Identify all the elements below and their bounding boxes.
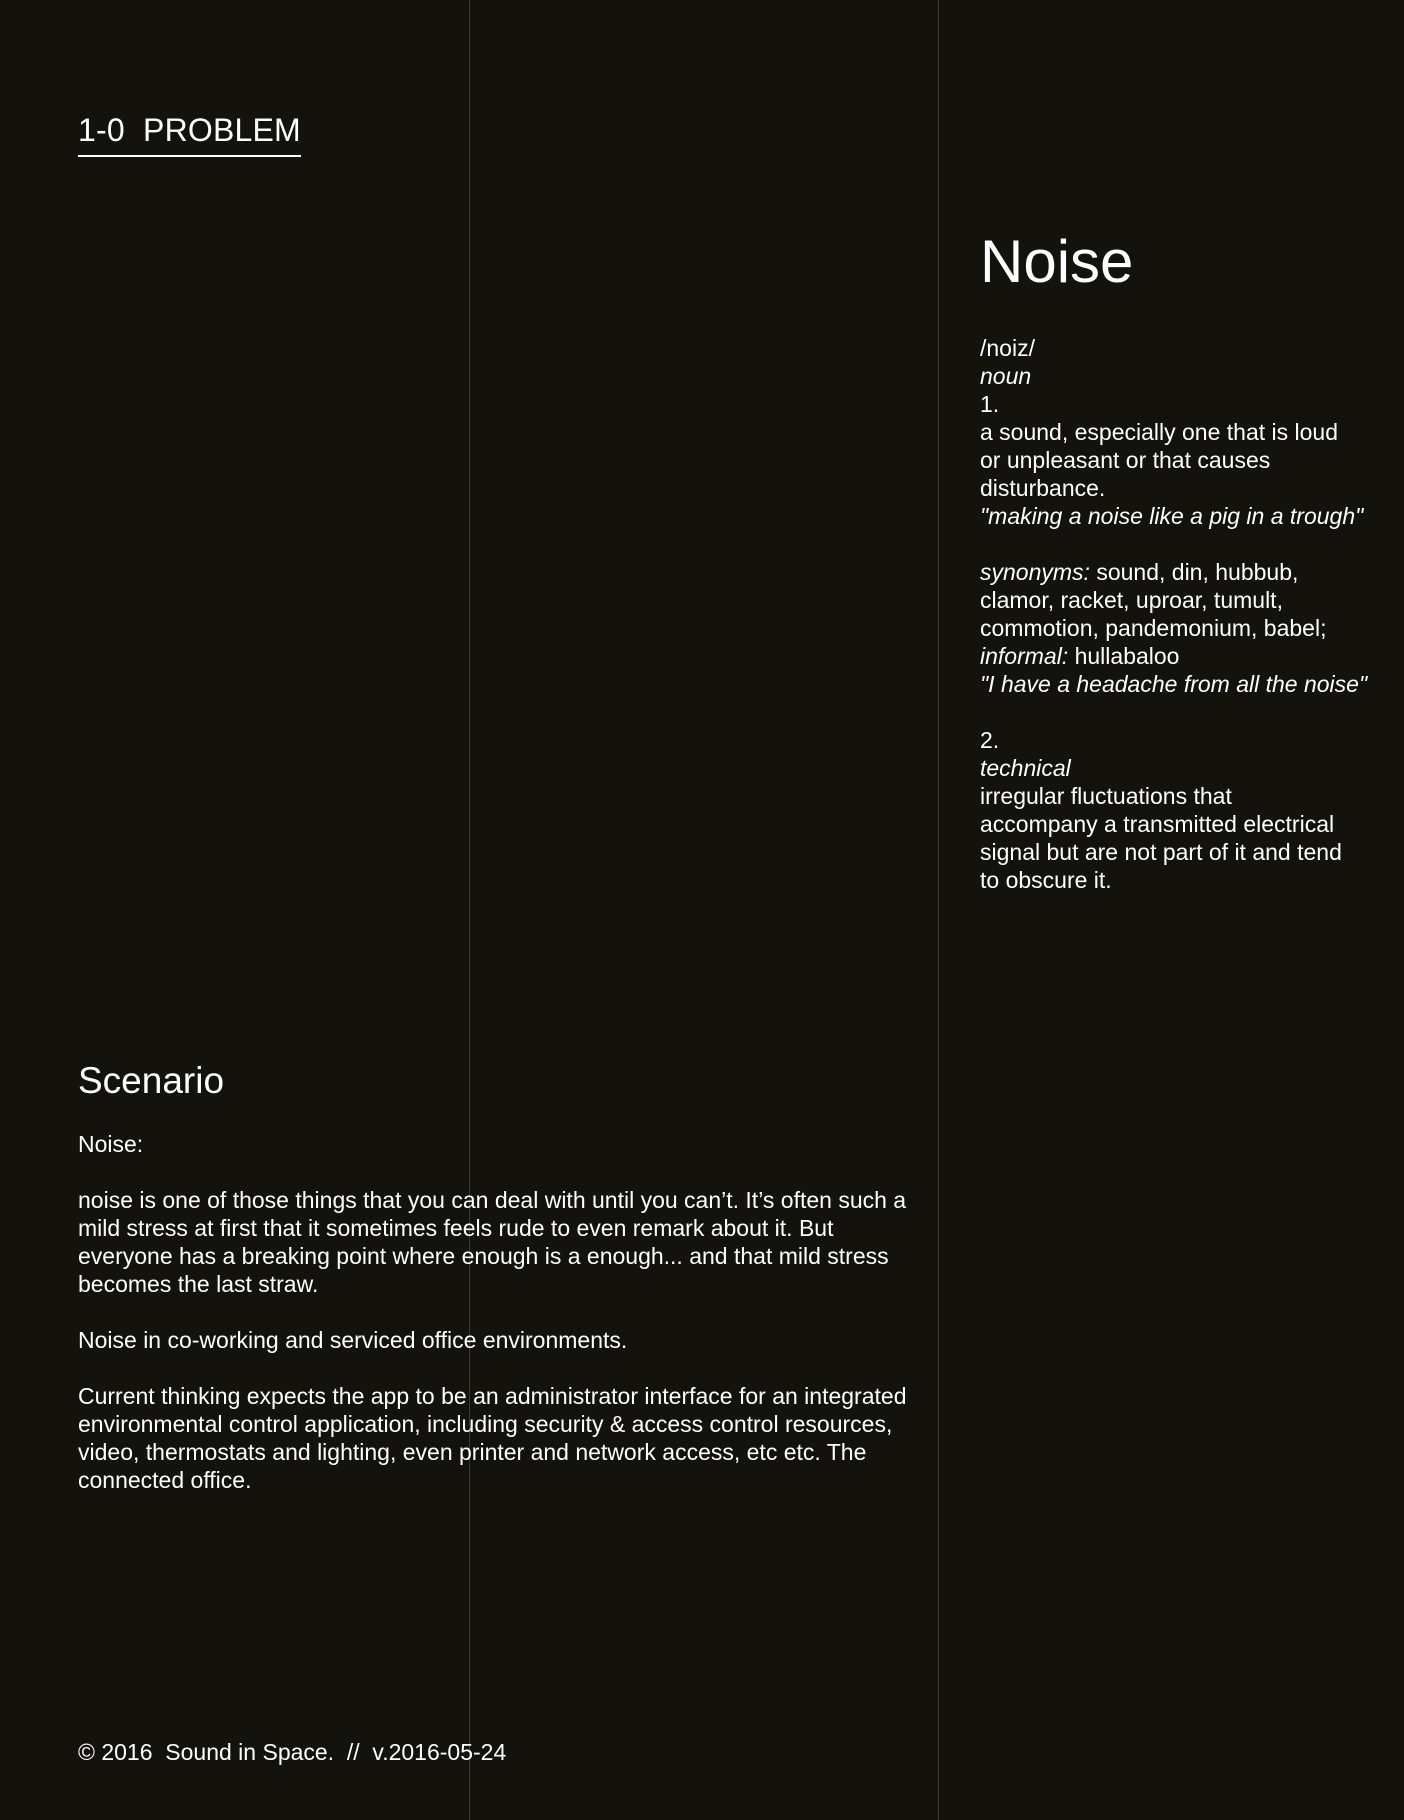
- register-label: technical: [980, 755, 1071, 781]
- sense-number: 2.: [980, 727, 1000, 753]
- part-of-speech: noun: [980, 363, 1032, 389]
- spacer: [980, 530, 1380, 558]
- informal-label: informal:: [980, 643, 1069, 669]
- usage-example: "making a noise like a pig in a trough": [980, 503, 1364, 529]
- definition-text: a sound, especially one that is loud: [980, 419, 1339, 445]
- scenario-paragraph: Noise:: [78, 1131, 144, 1157]
- informal-synonym: hullabaloo: [1068, 643, 1180, 669]
- scenario-paragraph: noise is one of those things that you can deal with until you can’t. It’s often such a mild stress at first that it sometimes feels rude to even remark about it. But everyone has a breaking point where enough is a enough... and that mild stress becomes the last straw.: [78, 1187, 907, 1297]
- scenario-paragraph: Noise in co-working and serviced office environments.: [78, 1327, 628, 1353]
- definition-text: to obscure it.: [980, 867, 1112, 893]
- definition-body: [980, 334, 1380, 894]
- section-header: 1-0 PROBLEM: [78, 112, 301, 157]
- scenario-paragraph: Current thinking expects the app to be an administrator interface for an integrated environmental control application, including security & access control resources, video, thermostats and lighting, even printer and network access, etc etc. The connected office.: [78, 1383, 907, 1493]
- definition-word: Noise: [980, 228, 1134, 295]
- definition-text: accompany a transmitted electrical: [980, 811, 1335, 837]
- definition-text: disturbance.: [980, 475, 1106, 501]
- pronunciation: /noiz/: [980, 335, 1035, 361]
- sense-number: 1.: [980, 391, 1000, 417]
- synonyms-list: clamor, racket, uproar, tumult,: [980, 587, 1283, 613]
- definition-text: signal but are not part of it and tend: [980, 839, 1342, 865]
- definition-text: irregular fluctuations that: [980, 783, 1232, 809]
- scenario-body: [78, 1130, 918, 1494]
- spacer: [980, 698, 1380, 726]
- scenario-title: Scenario: [78, 1060, 225, 1101]
- scenario-section: [78, 1058, 918, 1522]
- column-guide-line: [938, 0, 939, 1820]
- definition-text: or unpleasant or that causes: [980, 447, 1271, 473]
- dictionary-definition: [980, 226, 1380, 894]
- footer-copyright: © 2016 Sound in Space. // v.2016-05-24: [78, 1739, 507, 1765]
- column-guide-line: [469, 0, 470, 1820]
- synonyms-list: sound, din, hubbub,: [1089, 559, 1299, 585]
- synonyms-list: commotion, pandemonium, babel;: [980, 615, 1327, 641]
- synonyms-label: synonyms:: [980, 559, 1090, 585]
- usage-example: "I have a headache from all the noise": [980, 671, 1368, 697]
